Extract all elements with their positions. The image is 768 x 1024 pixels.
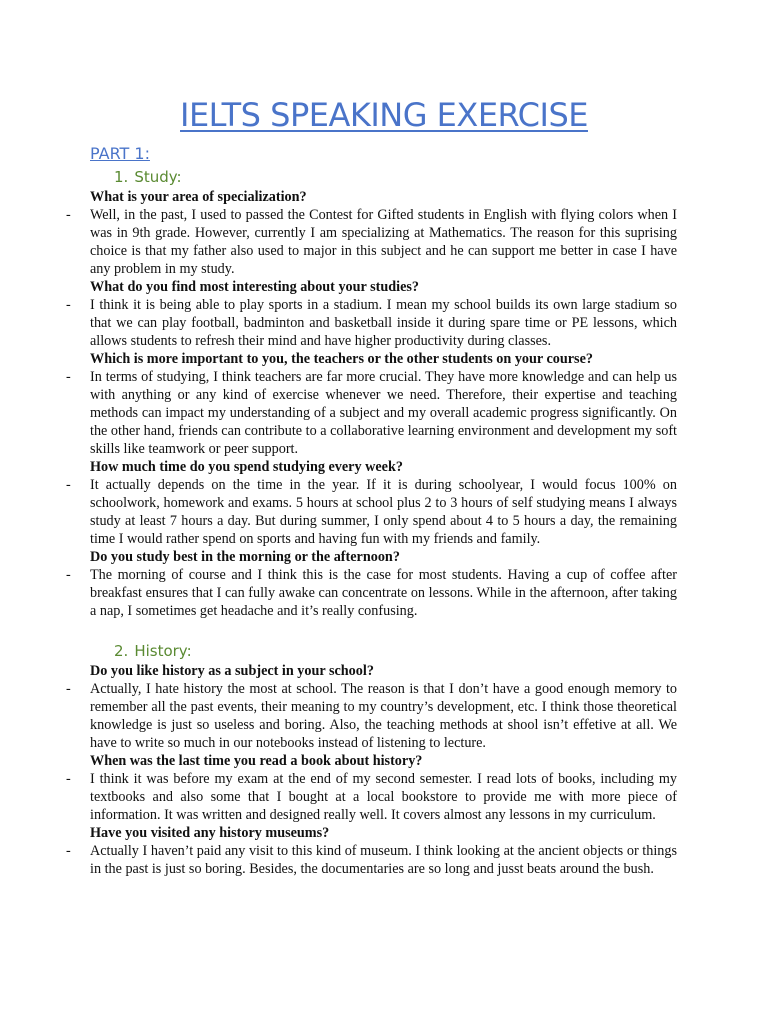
bullet-dash: - xyxy=(66,567,71,583)
section-heading-history xyxy=(114,642,192,660)
bullet-dash: - xyxy=(66,843,71,859)
answer xyxy=(66,842,677,878)
answer xyxy=(66,476,677,548)
bullet-dash: - xyxy=(66,771,71,787)
bullet-dash: - xyxy=(66,297,71,313)
answer xyxy=(66,770,677,824)
question: Do you like history as a subject in your school? xyxy=(90,663,374,679)
question: What is your area of specialization? xyxy=(90,189,307,205)
bullet-dash: - xyxy=(66,477,71,493)
answer xyxy=(66,296,677,350)
answer-text: I think it was before my exam at the end of my second semester. I read lots of books, including my textbooks and also some that I bought at a local bookstore to provide me with more piece of information. It was written and designed really well. It covers almost any lessons in my curriculum. xyxy=(90,771,677,823)
question: When was the last time you read a book about history? xyxy=(90,753,423,769)
section-number: 1. xyxy=(114,168,129,186)
question: How much time do you spend studying every week? xyxy=(90,459,403,475)
qa-block-study xyxy=(66,188,677,620)
bullet-dash: - xyxy=(66,681,71,697)
answer-text: Actually, I hate history the most at school. The reason is that I don’t have a good enough memory to remember all the past events, their meaning to my country’s development, etc. I think those theoretical knowledge is just so useless and boring. Also, the teaching methods at shool isn’t effetive at all. We have to write so much in our notebooks instead of listening to lecture. xyxy=(90,681,677,751)
answer-text: Actually I haven’t paid any visit to this kind of museum. I think looking at the ancient objects or things in the past is just so boring. Besides, the documentaries are so long and jusst beats around the bush. xyxy=(90,843,677,877)
section-name: Study: xyxy=(134,168,182,186)
document-title: IELTS SPEAKING EXERCISE xyxy=(180,96,588,134)
answer-text: I think it is being able to play sports in a stadium. I mean my school builds its own large stadium so that we can play football, badminton and basketball inside it during spare time or PE lessons, which allows students to refresh their mind and have higher productivity during classes. xyxy=(90,297,677,349)
answer-text: Well, in the past, I used to passed the Contest for Gifted students in English with flying colors when I was in 9th grade. However, currently I am specializing at Mathematics. The reason for this suprising choice is that my father also used to major in this subject and he can support me better in case I have any problem in my study. xyxy=(90,207,677,277)
bullet-dash: - xyxy=(66,369,71,385)
part-heading: PART 1: xyxy=(90,144,150,163)
section-number: 2. xyxy=(114,642,129,660)
question: Do you study best in the morning or the afternoon? xyxy=(90,549,400,565)
answer xyxy=(66,368,677,458)
qa-block-history xyxy=(66,662,677,878)
question: Have you visited any history museums? xyxy=(90,825,330,841)
question: Which is more important to you, the teachers or the other students on your course? xyxy=(90,351,593,367)
answer xyxy=(66,206,677,278)
section-heading-study xyxy=(114,168,182,186)
answer xyxy=(66,566,677,620)
answer-text: The morning of course and I think this is the case for most students. Having a cup of coffee after breakfast ensures that I can fully awake can concentrate on lessons. While in the afternoon, after taking a nap, I sometimes get headache and it’s really confusing. xyxy=(90,567,677,619)
answer xyxy=(66,680,677,752)
answer-text: It actually depends on the time in the year. If it is during schoolyear, I would focus 100% on schoolwork, homework and exams. 5 hours at school plus 2 to 3 hours of self studying means I always study at least 7 hours a day. But during summer, I only spend about 4 to 5 hours a day, the remaining time I would rather spend on sports and having fun with my friends and family. xyxy=(90,477,677,547)
bullet-dash: - xyxy=(66,207,71,223)
question: What do you find most interesting about your studies? xyxy=(90,279,419,295)
answer-text: In terms of studying, I think teachers are far more crucial. They have more knowledge and can help us with anything or any kind of exercise whenever we need. Therefore, their expertise and teaching methods can impact my understanding of a subject and my overall academic progress significantly. On the other hand, friends can contribute to a collaborative learning environment and development my soft skills like teamwork or peer support. xyxy=(90,369,677,457)
section-name: History: xyxy=(134,642,192,660)
